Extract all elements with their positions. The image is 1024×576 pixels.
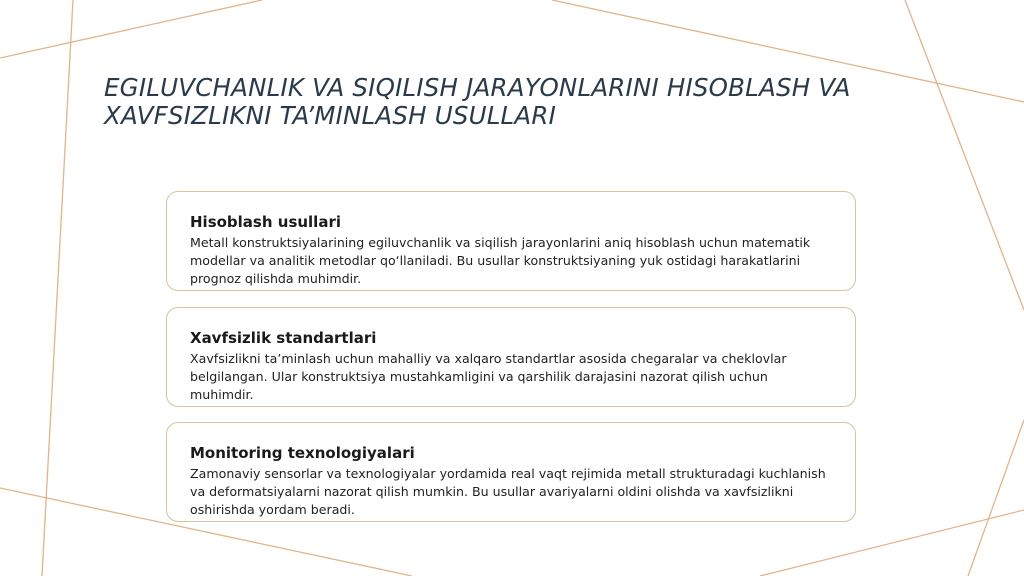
decor-line-right-diagonal: [905, 0, 1024, 310]
card-hisoblash-usullari: [166, 191, 856, 291]
card-text: Zamonaviy sensorlar va texnologiyalar yordamida real vaqt rejimida metall strukturadagi kuchlanish va deformatsiyalarni nazorat qilish mumkin. Bu usullar avariyalarni oldini olishda va xavfsizlikni oshirishda yordam beradi.: [190, 466, 826, 517]
card-text: Xavfsizlikni ta’minlash uchun mahalliy va xalqaro standartlar asosida chegaralar va cheklovlar belgilangan. Ular konstruktsiya mustahkamligini va qarshilik darajasini nazorat qilish uchun muhimdir.: [190, 351, 787, 402]
card-text: Metall konstruktsiyalarining egiluvchanlik va siqilish jarayonlarini aniq hisoblash uchun matematik modellar va analitik metodlar qo‘llaniladi. Bu usullar konstruktsiyaning yuk ostidagi harakatlarini prognoz qilishda muhimdir.: [190, 235, 811, 286]
decor-line-top-left: [0, 0, 262, 58]
card-monitoring-texnologiyalari: [166, 422, 856, 522]
decor-line-left-vertical: [42, 0, 73, 576]
slide-title: EGILUVCHANLIK VA SIQILISH JARAYONLARINI HISOBLASH VA XAVFSIZLIKNI TA’MINLASH USULLARI: [104, 73, 851, 130]
card-heading: Monitoring texnologiyalari: [190, 444, 415, 462]
card-heading: Xavfsizlik standartlari: [190, 329, 377, 347]
card-heading: Hisoblash usullari: [190, 213, 341, 231]
card-xavfsizlik-standartlari: [166, 307, 856, 407]
decor-line-right-lower: [968, 420, 1024, 576]
